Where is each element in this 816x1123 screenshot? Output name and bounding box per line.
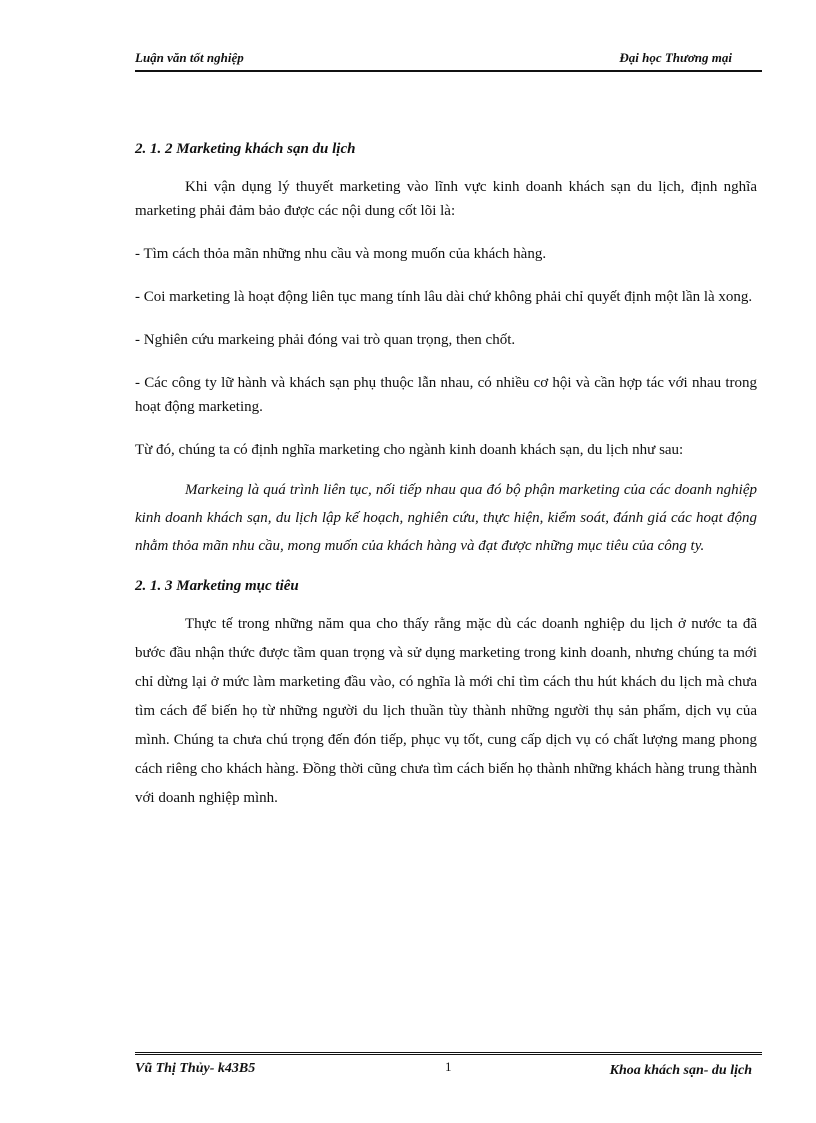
document-body <box>135 137 757 813</box>
point-item: - Tìm cách thỏa mãn những nhu cầu và mong muốn của khách hàng. <box>135 246 547 262</box>
point-item: - Nghiên cứu markeing phải đóng vai trò quan trọng, then chốt. <box>135 332 516 348</box>
page-header <box>135 48 762 72</box>
point-item: - Coi marketing là hoạt động liên tục mang tính lâu dài chứ không phải chỉ quyết định một lần là xong. <box>135 289 753 305</box>
page-footer <box>135 1052 762 1085</box>
footer-author: Vũ Thị Thủy- k43B5 <box>135 1061 256 1076</box>
section-heading-target-marketing: 2. 1. 3 Marketing mục tiêu <box>135 578 299 594</box>
footer-department: Khoa khách sạn- du lịch <box>609 1063 752 1078</box>
target-marketing-paragraph: Thực tế trong những năm qua cho thấy rằng mặc dù các doanh nghiệp du lịch ở nước ta đã bước đầu nhận thức được tầm quan trọng và sử dụng marketing trong kinh doanh, nhưng chúng ta mới chỉ dừng lại ở mức làm marketing đầu vào, có nghĩa là mới chỉ tìm cách thu hút khách du lịch mà chưa tìm cách để biến họ từ những người du lịch thuần tùy thành những người thụ sản phẩm, dịch vụ của mình. Chúng ta chưa chú trọng đến đón tiếp, phục vụ tốt, cung cấp dịch vụ có chất lượng mang phong cách riêng cho khách hàng. Đồng thời cũng chưa tìm cách biến họ thành những khách hàng trung thành với doanh nghiệp mình. <box>135 616 757 806</box>
point-item: - Các công ty lữ hành và khách sạn phụ thuộc lẫn nhau, có nhiều cơ hội và cần hợp tác với nhau trong hoạt động marketing. <box>135 375 757 415</box>
definition-lead: Từ đó, chúng ta có định nghĩa marketing cho ngành kinh doanh khách sạn, du lịch như sau: <box>135 442 684 458</box>
section-heading-hotel-marketing: 2. 1. 2 Marketing khách sạn du lịch <box>135 141 356 157</box>
header-university: Đại học Thương mại <box>619 50 732 65</box>
definition-quote: Markeing là quá trình liên tục, nối tiếp nhau qua đó bộ phận marketing của các doanh nghiệp kinh doanh khách sạn, du lịch lập kế hoạch, nghiên cứu, thực hiện, kiểm soát, đánh giá các hoạt động nhằm thỏa mãn nhu cầu, mong muốn của khách hàng và đạt được những mục tiêu của công ty. <box>135 482 757 554</box>
intro-paragraph: Khi vận dụng lý thuyết marketing vào lĩnh vực kinh doanh khách sạn du lịch, định nghĩa marketing phải đảm bảo được các nội dung cốt lõi là: <box>135 179 757 219</box>
header-thesis-label: Luận văn tốt nghiệp <box>135 50 244 65</box>
page-number: 1 <box>445 1059 452 1074</box>
